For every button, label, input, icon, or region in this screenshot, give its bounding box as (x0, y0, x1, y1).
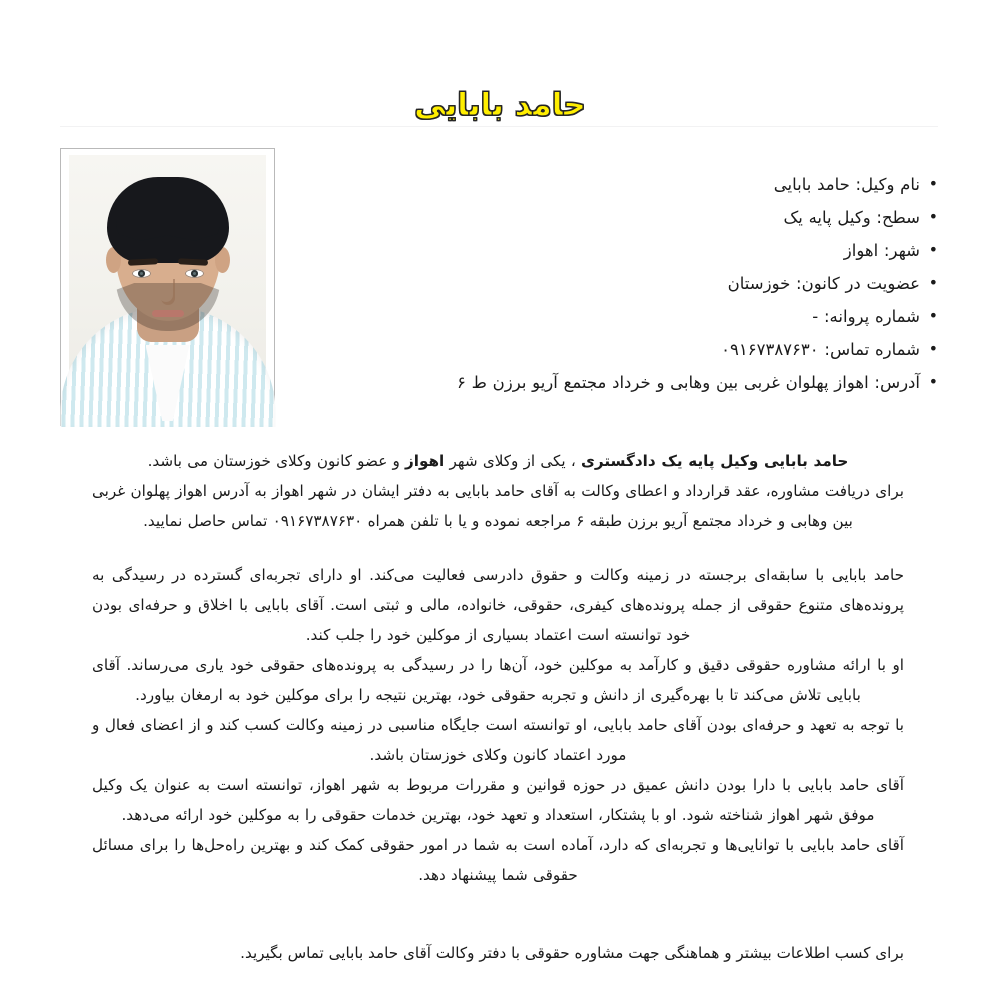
page-title: حامد بابایی (414, 86, 586, 123)
profile-photo (60, 148, 275, 426)
header-divider (60, 126, 938, 127)
photo-eye-left (132, 269, 151, 278)
intro-bold-lead: حامد بابایی وکیل پایه یک دادگستری (580, 452, 849, 470)
profile-description (92, 446, 904, 890)
profile-photo-image (69, 155, 266, 421)
profile-photo-column (60, 148, 275, 426)
info-item-lawyer-name: • نام وکیل: حامد بابایی (299, 168, 938, 201)
profile-summary-section (60, 148, 938, 426)
clipped-paragraph-container (92, 938, 904, 962)
paragraph-advice: او با ارائه مشاوره حقوقی دقیق و کارآمد به موکلین خود، آن‌ها را در رسیدگی به پرونده‌های حقوقی خود یاری می‌رساند. آقای بابایی تلاش می‌کند تا با بهره‌گیری از دانش و تجربه حقوقی خود، بهترین نتیجه را برای موکلین خود به ارمغان بیاورد. (92, 656, 904, 704)
paragraph-intro (92, 446, 904, 476)
paragraph-knowledge: آقای حامد بابایی با دارا بودن دانش عمیق در حوزه قوانین و مقررات مربوط به شهر اهواز، توانسته است به عنوان یک وکیل موفق شهر اهواز شناخته شود. او با پشتکار، استعداد و تعهد خود، بهترین خدمات حقوقی را به موکلین خود ارائه می‌دهد. (92, 776, 904, 824)
intro-text-2: و عضو کانون وکلای خوزستان می باشد. (147, 452, 406, 470)
info-item-bar-membership: • عضویت در کانون: خوزستان (299, 267, 938, 300)
photo-nose (161, 279, 175, 305)
photo-eye-right (185, 269, 204, 278)
info-item-address: • آدرس: اهواز پهلوان غربی بین وهابی و خرداد مجتمع آریو برزن ط ۶ (299, 366, 938, 399)
info-item-city: • شهر: اهواز (299, 234, 938, 267)
paragraph-ready: آقای حامد بابایی با توانایی‌ها و تجربه‌ای که دارد، آماده است به شما در امور حقوقی کمک کند و بهترین راه‌حل‌ها را برای مسائل حقوقی شما پیشنهاد دهد. (92, 836, 904, 884)
photo-mouth (152, 310, 184, 317)
paragraph-clipped: برای کسب اطلاعات بیشتر و هماهنگی جهت مشاوره حقوقی با دفتر وکالت آقای حامد بابایی تماس بگیرید. (240, 944, 904, 962)
paragraph-commitment: با توجه به تعهد و حرفه‌ای بودن آقای حامد بابایی، او توانسته است جایگاه مناسبی در زمینه وکالت کسب کند و از اعضای فعال و مورد اعتماد کانون وکلای خوزستان باشد. (92, 716, 904, 764)
info-item-license-number: • شماره پروانه: - (299, 300, 938, 333)
intro-bold-city: اهواز (405, 452, 445, 470)
paragraph-experience: حامد بابایی با سابقه‌ای برجسته در زمینه وکالت و حقوق دادرسی فعالیت می‌کند. او دارای تجربه‌ای گسترده در رسیدگی به پرونده‌های متنوع حقوقی از جمله پرونده‌های کیفری، حقوقی، خانواده، مالی و ثبتی است. آقای بابایی با اخلاق و حرفه‌ای بودن خود توانسته است اعتماد بسیاری از موکلین خود را جلب کند. (92, 566, 904, 644)
photo-hair (107, 177, 229, 263)
profile-info-column (299, 148, 938, 399)
intro-text-1: ، یکی از وکلای شهر (444, 452, 581, 470)
info-item-level: • سطح: وکیل پایه یک (299, 201, 938, 234)
page-title-container (0, 0, 1000, 145)
profile-info-list (299, 168, 938, 399)
info-item-phone: • شماره تماس: ۰۹۱۶۷۳۸۷۶۳۰ (299, 333, 938, 366)
paragraph-contact: برای دریافت مشاوره، عقد قرارداد و اعطای وکالت به آقای حامد بابایی به دفتر ایشان در شهر اهواز به آدرس اهواز پهلوان غربی بین وهابی و خرداد مجتمع آریو برزن طبقه ۶ مراجعه نموده و یا با تلفن همراه ۰۹۱۶۷۳۸۷۶۳۰ تماس حاصل نمایید. (92, 482, 904, 530)
